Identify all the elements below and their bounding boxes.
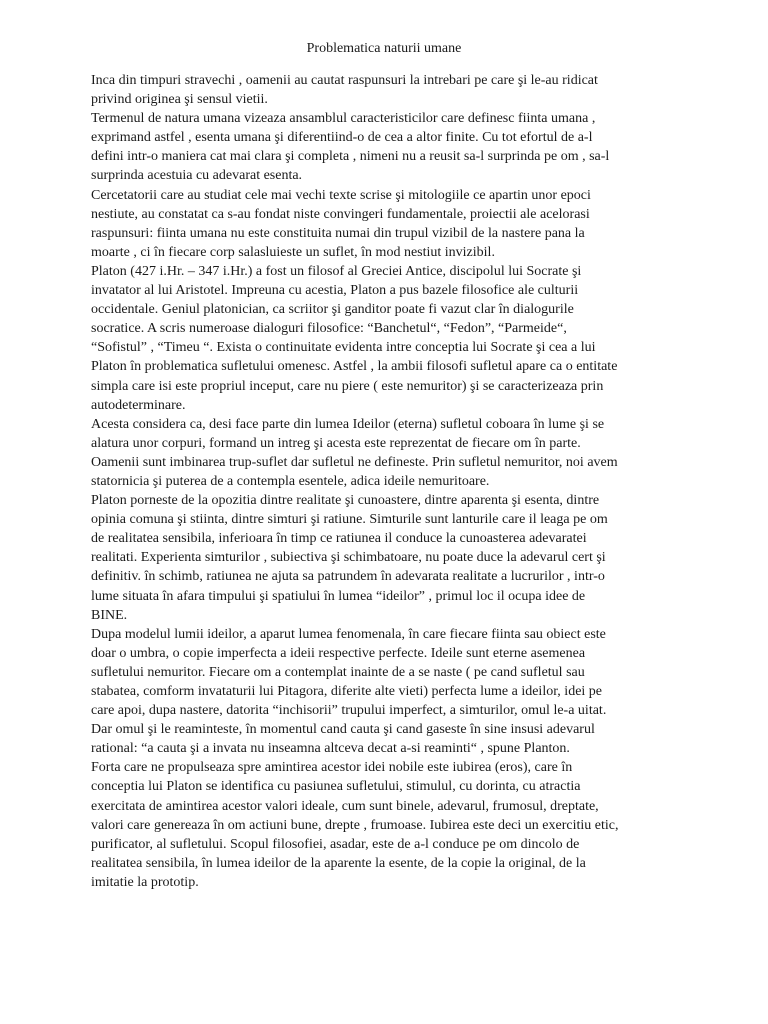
text-line: occidentale. Geniul platonician, ca scriitor şi ganditor poate fi vazut clar în dialogurile [91,302,574,318]
text-line: imitatie la prototip. [91,874,199,890]
text-line: BINE. [91,607,128,623]
text-line: de realitatea sensibila, inferioara în timp ce ratiunea il conduce la cunoasterea adevaratei [91,531,587,547]
text-line: conceptia lui Platon se identifica cu pasiunea sufletului, stimulul, cu dorinta, cu atractia [91,779,581,795]
text-line: opinia comuna şi stiinta, dintre simturi şi ratiune. Simturile sunt lanturile care il leaga pe om [91,512,608,528]
text-line: Dar omul şi le reaminteste, în momentul cand cauta şi cand gaseste în sine insusi adevarul [91,722,595,738]
text-line: Dupa modelul lumii ideilor, a aparut lumea fenomenala, în care fiecare fiinta sau obiect este [91,626,606,642]
text-line: valori care genereaza în om actiuni bune, drepte , frumoase. Iubirea este deci un exercitiu etic, [91,817,619,833]
text-line: surprinda acestuia cu adevarat esenta. [91,168,303,184]
text-line: sufletului nemuritor. Fiecare om a contemplat inainte de a se naste ( pe cand sufletul sau [91,664,585,680]
text-line: stabatea, comform invataturii lui Pitagora, diferite alte vieti) perfecta lume a ideilor, idei pe [91,684,603,699]
text-line: rational: “a cauta şi a invata nu inseamna altceva decat a-si reaminti“ , spune Planton. [91,741,570,757]
text-line: doar o umbra, o copie imperfecta a ideii respective perfecte. Ideile sunt eterne asemenea [91,645,586,661]
text-line: Platon porneste de la opozitia dintre realitate şi cunoastere, dintre aparenta şi esenta, dintre [91,493,600,509]
text-line: Platon în problematica sufletului omenesc. Astfel , la ambii filosofi sufletul apare ca o entitate [91,359,618,375]
text-line: “Sofistul” , “Timeu “. Exista o continuitate evidenta intre conceptia lui Socrate şi cea a lui [91,340,596,356]
text-line: Inca din timpuri stravechi , oamenii au cautat raspunsuri la intrebari pe care şi le-au ridicat [91,73,598,88]
document-body [91,71,691,892]
text-line: Oamenii sunt imbinarea trup-suflet dar sufletul ne defineste. Prin sufletul nemuritor, noi avem [91,454,618,470]
document-title: Problematica naturii umane [306,41,462,56]
text-line: Acesta considera ca, desi face parte din lumea Ideilor (eterna) sufletul coboara în lume şi se [91,416,605,432]
text-line: autodeterminare. [91,397,186,413]
text-line: defini intr-o maniera cat mai clara şi completa , nimeni nu a reusit sa-l surprinda pe om , sa-l [91,149,610,165]
text-line: nestiute, au constatat ca s-au fondat niste convingeri fundamentale, proiectii ale acelorasi [91,206,590,222]
text-line: purificator, al sufletului. Scopul filosofiei, asadar, este de a-l conduce pe om dincolo de [91,836,580,852]
text-line: exercitata de amintirea acestor valori ideale, cum sunt binele, adevarul, frumosul, dreptate, [91,798,599,814]
text-line: definitiv. în schimb, ratiunea ne ajuta sa patrundem în adevarata realitate a lucrurilor , intr-o [91,569,605,585]
text-line: Forta care ne propulseaza spre amintirea acestor idei nobile este iubirea (eros), care în [91,760,573,776]
text-line: lume situata în afara timpului şi spatiului în lumea “ideilor” , primul loc il ocupa idee de [91,588,586,604]
text-line: care apoi, dupa nastere, datorita “inchisorii” trupului imperfect, a simturilor, omul le-a uitat. [91,703,607,719]
text-line: Termenul de natura umana vizeaza ansamblul caracteristicilor care definesc fiinta umana , [91,111,596,127]
text-line: realitati. Experienta simturilor , subiectiva şi schimbatoare, nu poate duce la adevarul cert şi [91,550,606,566]
text-line: raspunsuri: fiinta umana nu este constituita numai din trupul vizibil de la nastere pana la [91,225,585,241]
text-line: Cercetatorii care au studiat cele mai vechi texte scrise şi mitologiile ce apartin unor epoci [91,187,591,203]
text-line: realitatea sensibila, în lumea ideilor de la aparente la esente, de la copie la original, de la [91,855,586,871]
text-line: privind originea şi sensul vietii. [91,92,268,108]
text-line: statornicia şi puterea de a contempla esentele, adica ideile nemuritoare. [91,473,490,489]
text-line: invatator al lui Aristotel. Impreuna cu acestia, Platon a pus bazele filosofice ale culturii [91,283,579,299]
text-line: socratice. A scris numeroase dialoguri filosofice: “Banchetul“, “Fedon”, “Parmeide“, [91,321,567,337]
text-line: alatura unor corpuri, formand un intreg şi acesta este reprezentat de fiecare om în parte. [91,435,581,451]
text-line: simpla care isi este propriul inceput, care nu piere ( este nemuritor) şi se caracterizeaza prin [91,378,604,394]
text-line: Platon (427 i.Hr. – 347 i.Hr.) a fost un filosof al Greciei Antice, discipolul lui Socrate şi [91,263,582,279]
text-line: exprimand astfel , esenta umana şi diferentiind-o de cea a altor finite. Cu tot efortul de a-l [91,130,593,146]
text-line: moarte , ci în fiecare corp salasluieste un suflet, în mod nestiut invizibil. [91,244,495,260]
